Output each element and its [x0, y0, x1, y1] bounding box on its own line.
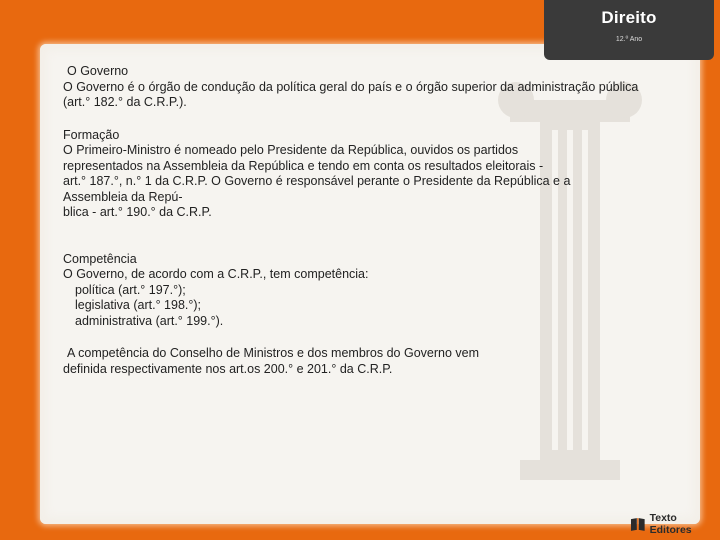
formation-line: art.° 187.°, n.° 1 da C.R.P. O Governo é responsável perante o Presidente da República e a [63, 174, 571, 188]
subject-title: Direito [601, 8, 657, 27]
government-definition: O Governo é o órgão de condução da política geral do país e o órgão superior da administração pública (art.° 182.° da C.R.P.). [63, 79, 639, 109]
formation-line: Assembleia da Repú- [63, 189, 183, 204]
competence-item: política (art.° 197.°); [75, 282, 186, 297]
competence-title: Competência [63, 251, 137, 266]
subject-badge [544, 0, 714, 60]
competence-item: administrativa (art.° 199.°). [75, 313, 224, 328]
section-heading: O Governo [67, 64, 129, 78]
grade-label: 12.º Ano [615, 36, 643, 43]
publisher-logo [630, 512, 720, 536]
formation-line: O Primeiro-Ministro é nomeado pelo Presidente da República, ouvidos os partidos [63, 143, 519, 157]
competence-item: legislativa (art.° 198.°); [75, 298, 202, 312]
council-line: A competência do Conselho de Ministros e dos membros do Governo vem [67, 346, 480, 360]
formation-title: Formação [63, 127, 120, 142]
publisher-name: Texto Editores [649, 512, 692, 536]
slide-content [63, 64, 663, 377]
competence-intro: O Governo, de acordo com a C.R.P., tem competência: [63, 267, 369, 281]
formation-line: representados na Assembleia da República e tendo em conta os resultados eleitorais - [63, 158, 544, 173]
formation-line: blica - art.° 190.° da C.R.P. [63, 205, 212, 219]
book-icon [630, 516, 646, 532]
council-line: definida respectivamente nos art.os 200.° e 201.° da C.R.P. [63, 361, 393, 376]
